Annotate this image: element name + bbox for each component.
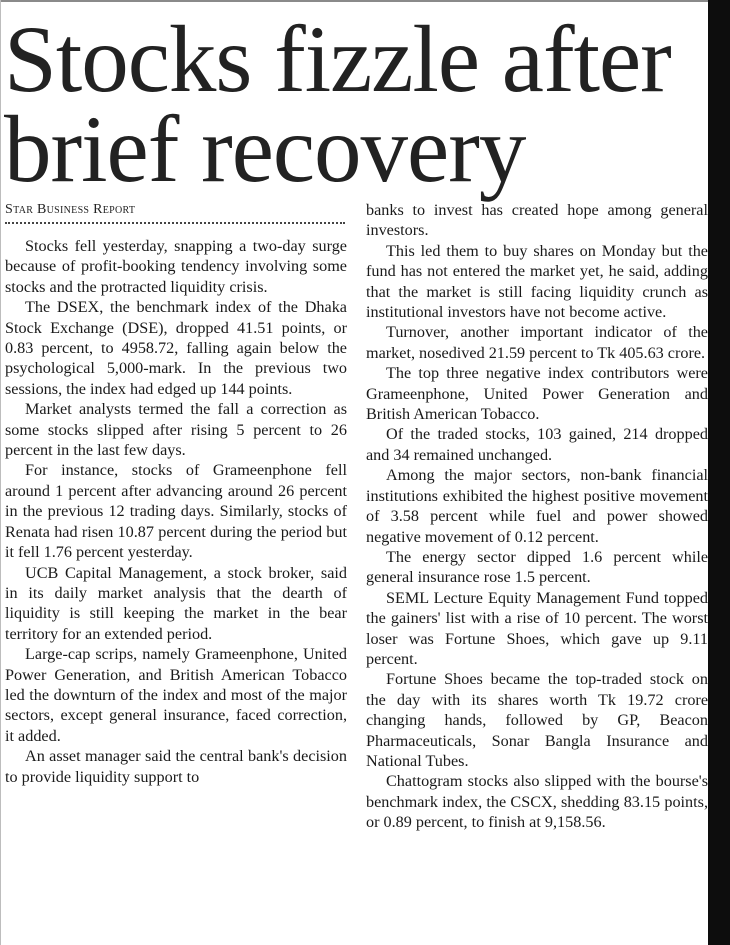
paragraph: The DSEX, the benchmark index of the Dhaka Stock Exchange (DSE), dropped 41.51 points, or 0.83 percent, to 4958.72, falling again below the psychological 5,000-mark. In the previous two sessions, the index had edged up 144 points. bbox=[5, 298, 347, 398]
paragraph: Of the traded stocks, 103 gained, 214 dropped and 34 remained unchanged. bbox=[366, 425, 708, 464]
paragraph: The top three negative index contributors were Grameenphone, United Power Generation and British American Tobacco. bbox=[366, 364, 708, 424]
byline: Star Business Report bbox=[5, 202, 136, 217]
paragraph: For instance, stocks of Grameenphone fell around 1 percent after advancing around 26 percent in the previous 12 trading days. Similarly, stocks of Renata had risen 10.87 percent during the period but it fell 1.76 percent yesterday. bbox=[5, 461, 347, 562]
paragraph: This led them to buy shares on Monday but the fund has not entered the market yet, he said, adding that the market is still facing liquidity crunch as institutional investors have not become active. bbox=[366, 241, 708, 322]
right-scan-edge bbox=[708, 0, 730, 945]
dotted-divider bbox=[5, 222, 345, 224]
top-border-rule bbox=[0, 0, 708, 2]
headline: Stocks fizzle after brief recovery bbox=[4, 6, 671, 202]
paragraph-continuation: banks to invest has created hope among general investors. bbox=[366, 201, 708, 240]
paragraph: Among the major sectors, non-bank financial institutions exhibited the highest positive movement of 3.58 percent while fuel and power showed negative movement of 0.12 percent. bbox=[366, 466, 708, 546]
left-border-rule bbox=[0, 0, 1, 945]
paragraph: Large-cap scrips, namely Grameenphone, United Power Generation, and British American Tobacco led the downturn of the index and most of the major sectors, except general insurance, faced correction, it added. bbox=[5, 645, 347, 745]
left-column bbox=[5, 236, 347, 787]
paragraph: The energy sector dipped 1.6 percent while general insurance rose 1.5 percent. bbox=[366, 547, 708, 587]
paragraph: Chattogram stocks also slipped with the bourse's benchmark index, the CSCX, shedding 83.15 points, or 0.89 percent, to finish at 9,158.56. bbox=[366, 772, 708, 832]
paragraph: Fortune Shoes became the top-traded stock on the day with its shares worth Tk 19.72 crore changing hands, followed by GP, Beacon Pharmaceuticals, Sonar Bangla Insurance and National Tubes. bbox=[366, 670, 708, 770]
paragraph: SEML Lecture Equity Management Fund topped the gainers' list with a rise of 10 percent. The worst loser was Fortune Shoes, which gave up 9.11 percent. bbox=[366, 588, 708, 668]
paragraph: Turnover, another important indicator of the market, nosedived 21.59 percent to Tk 405.63 crore. bbox=[366, 323, 708, 362]
paragraph: Stocks fell yesterday, snapping a two-day surge because of profit-booking tendency involving some stocks and the protracted liquidity crisis. bbox=[5, 237, 347, 296]
paragraph: Market analysts termed the fall a correction as some stocks slipped after rising 5 percent to 26 percent in the last few days. bbox=[5, 400, 347, 460]
paragraph: UCB Capital Management, a stock broker, said in its daily market analysis that the dearth of liquidity is still keeping the market in the bear territory for an extended period. bbox=[5, 563, 347, 643]
right-column bbox=[366, 200, 708, 833]
paragraph: An asset manager said the central bank's decision to provide liquidity support to bbox=[5, 747, 347, 786]
